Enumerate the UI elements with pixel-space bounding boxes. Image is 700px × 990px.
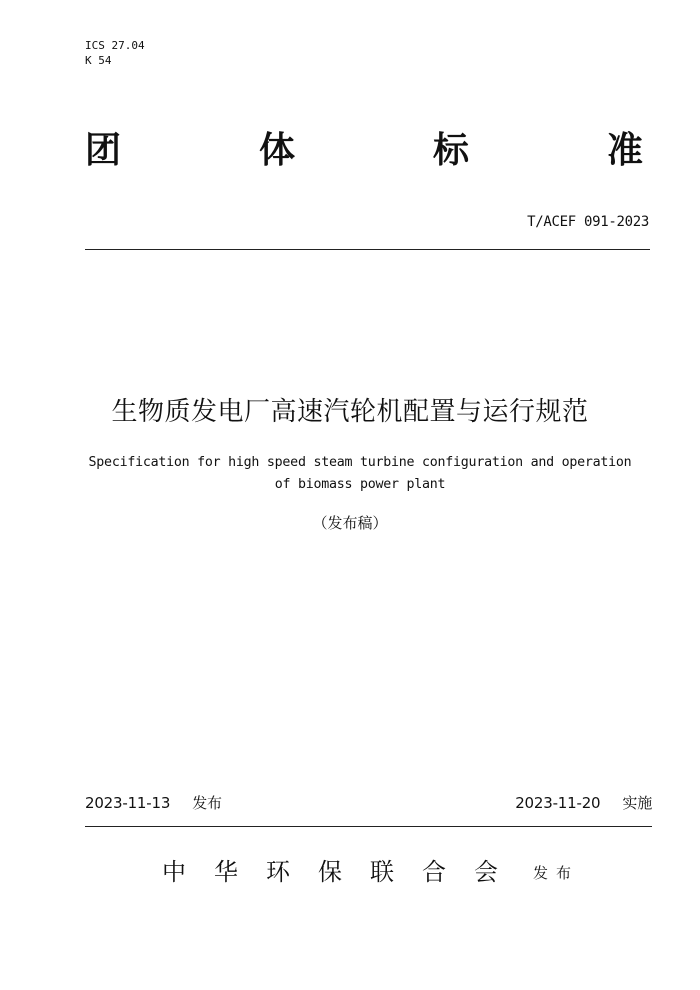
title-en-line-1: Specification for high speed steam turbine configuration and operation — [88, 455, 632, 470]
implement-label: 实施 — [622, 794, 652, 812]
publish-label: 发布 — [192, 794, 222, 812]
standard-number: T/ACEF 091-2023 — [527, 214, 649, 230]
draft-status: （发布稿） — [312, 514, 388, 532]
title-char-3: 标 — [432, 130, 469, 171]
implement-date: 2023-11-20 — [515, 794, 601, 812]
header-divider — [85, 249, 650, 250]
title-char-2: 体 — [258, 130, 295, 171]
publish-date-block — [85, 792, 222, 813]
standard-type-title — [85, 126, 643, 176]
title-en-line-2: of biomass power plant — [274, 477, 446, 492]
footer-divider — [85, 826, 652, 827]
ics-code: ICS 27.04 — [85, 39, 145, 52]
title-char-1: 团 — [85, 130, 122, 171]
document-title-zh: 生物质发电厂高速汽轮机配置与运行规范 — [111, 397, 589, 427]
classification-codes — [85, 38, 145, 68]
publisher-suffix: 发布 — [533, 864, 580, 882]
ccs-code: K 54 — [85, 54, 112, 67]
publisher-name: 中华环保联合会 — [162, 858, 526, 886]
title-char-4: 准 — [606, 130, 643, 171]
document-title-en — [60, 452, 660, 496]
publish-date: 2023-11-13 — [85, 794, 171, 812]
implement-date-block — [515, 792, 652, 813]
